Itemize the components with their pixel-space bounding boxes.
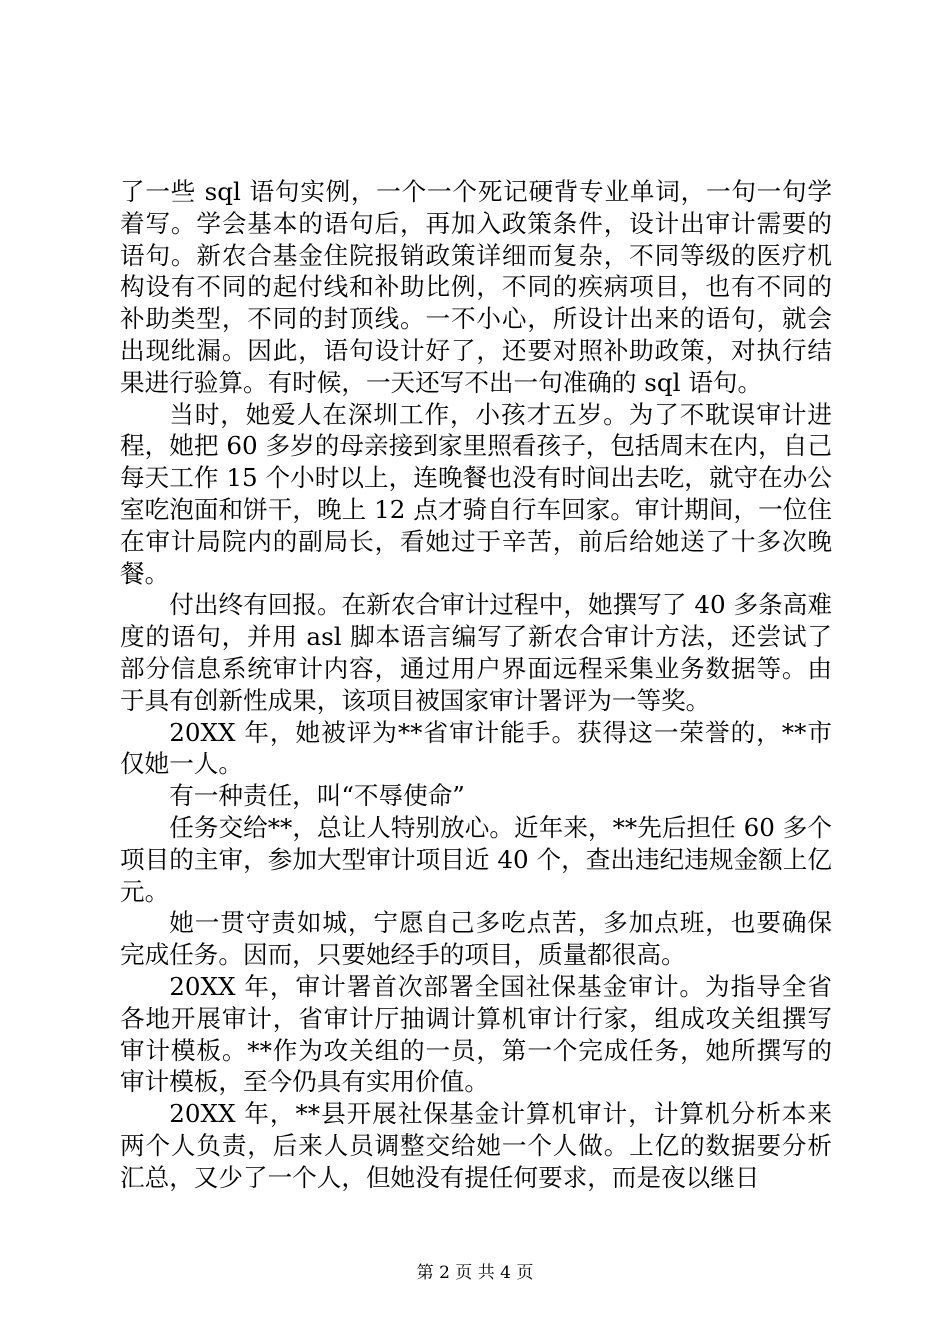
paragraph: 了一些 sql 语句实例，一个一个死记硬背专业单词，一句一句学着写。学会基本的语句后，再加入政策条件，设计出审计需要的语句。新农合基金住院报销政策详细而复杂，不同等级的医疗机构设有不同的起付线和补助比例，不同的疾病项目，也有不同的补助类型，不同的封顶线。一不小心，所设计出来的语句，就会出现纰漏。因此，语句设计好了，还要对照补助政策，对执行结果进行验算。有时候，一天还写不出一句准确的 sql 语句。 [120, 177, 832, 397]
paragraph: 付出终有回报。在新农合审计过程中，她撰写了 40 多条高难度的语句，并用 asl 脚本语言编写了新农合审计方法，还尝试了部分信息系统审计内容，通过用户界面远程采集业务数据等。由于具有创新性成果，该项目被国家审计署评为一等奖。 [120, 590, 832, 715]
paragraph: 当时，她爱人在深圳工作，小孩才五岁。为了不耽误审计进程，她把 60 多岁的母亲接到家里照看孩子，包括周末在内，自己每天工作 15 个小时以上，连晚餐也没有时间出去吃，就守在办公室吃泡面和饼干，晚上 12 点才骑自行车回家。审计期间，一位住在审计局院内的副局长，看她过于辛苦，前后给她送了十多次晚餐。 [120, 399, 832, 588]
document-body [120, 176, 832, 1194]
paragraph: 她一贯守责如城，宁愿自己多吃点苦，多加点班，也要确保完成任务。因而，只要她经手的项目，质量都很高。 [120, 908, 832, 970]
paragraph: 任务交给**，总让人特别放心。近年来，**先后担任 60 多个项目的主审，参加大型审计项目近 40 个，查出违纪违规金额上亿元。 [120, 812, 832, 906]
page-number-footer: 第 2 页 共 4 页 [416, 1263, 534, 1283]
section-heading: 有一种责任，叫“不辱使命” [169, 781, 465, 811]
paragraph: 20XX 年，审计署首次部署全国社保基金审计。为指导全省各地开展审计，省审计厅抽调计算机审计行家，组成攻关组撰写审计模板。**作为攻关组的一员，第一个完成任务，她所撰写的审计模板，至今仍具有实用价值。 [120, 971, 832, 1097]
paragraph: 20XX 年，她被评为**省审计能手。获得这一荣誉的，**市仅她一人。 [120, 717, 832, 779]
paragraph: 20XX 年，**县开展社保基金计算机审计，计算机分析本来两个人负责，后来人员调整交给她一个人做。上亿的数据要分析汇总，又少了一个人，但她没有提任何要求，而是夜以继日 [120, 1099, 832, 1192]
